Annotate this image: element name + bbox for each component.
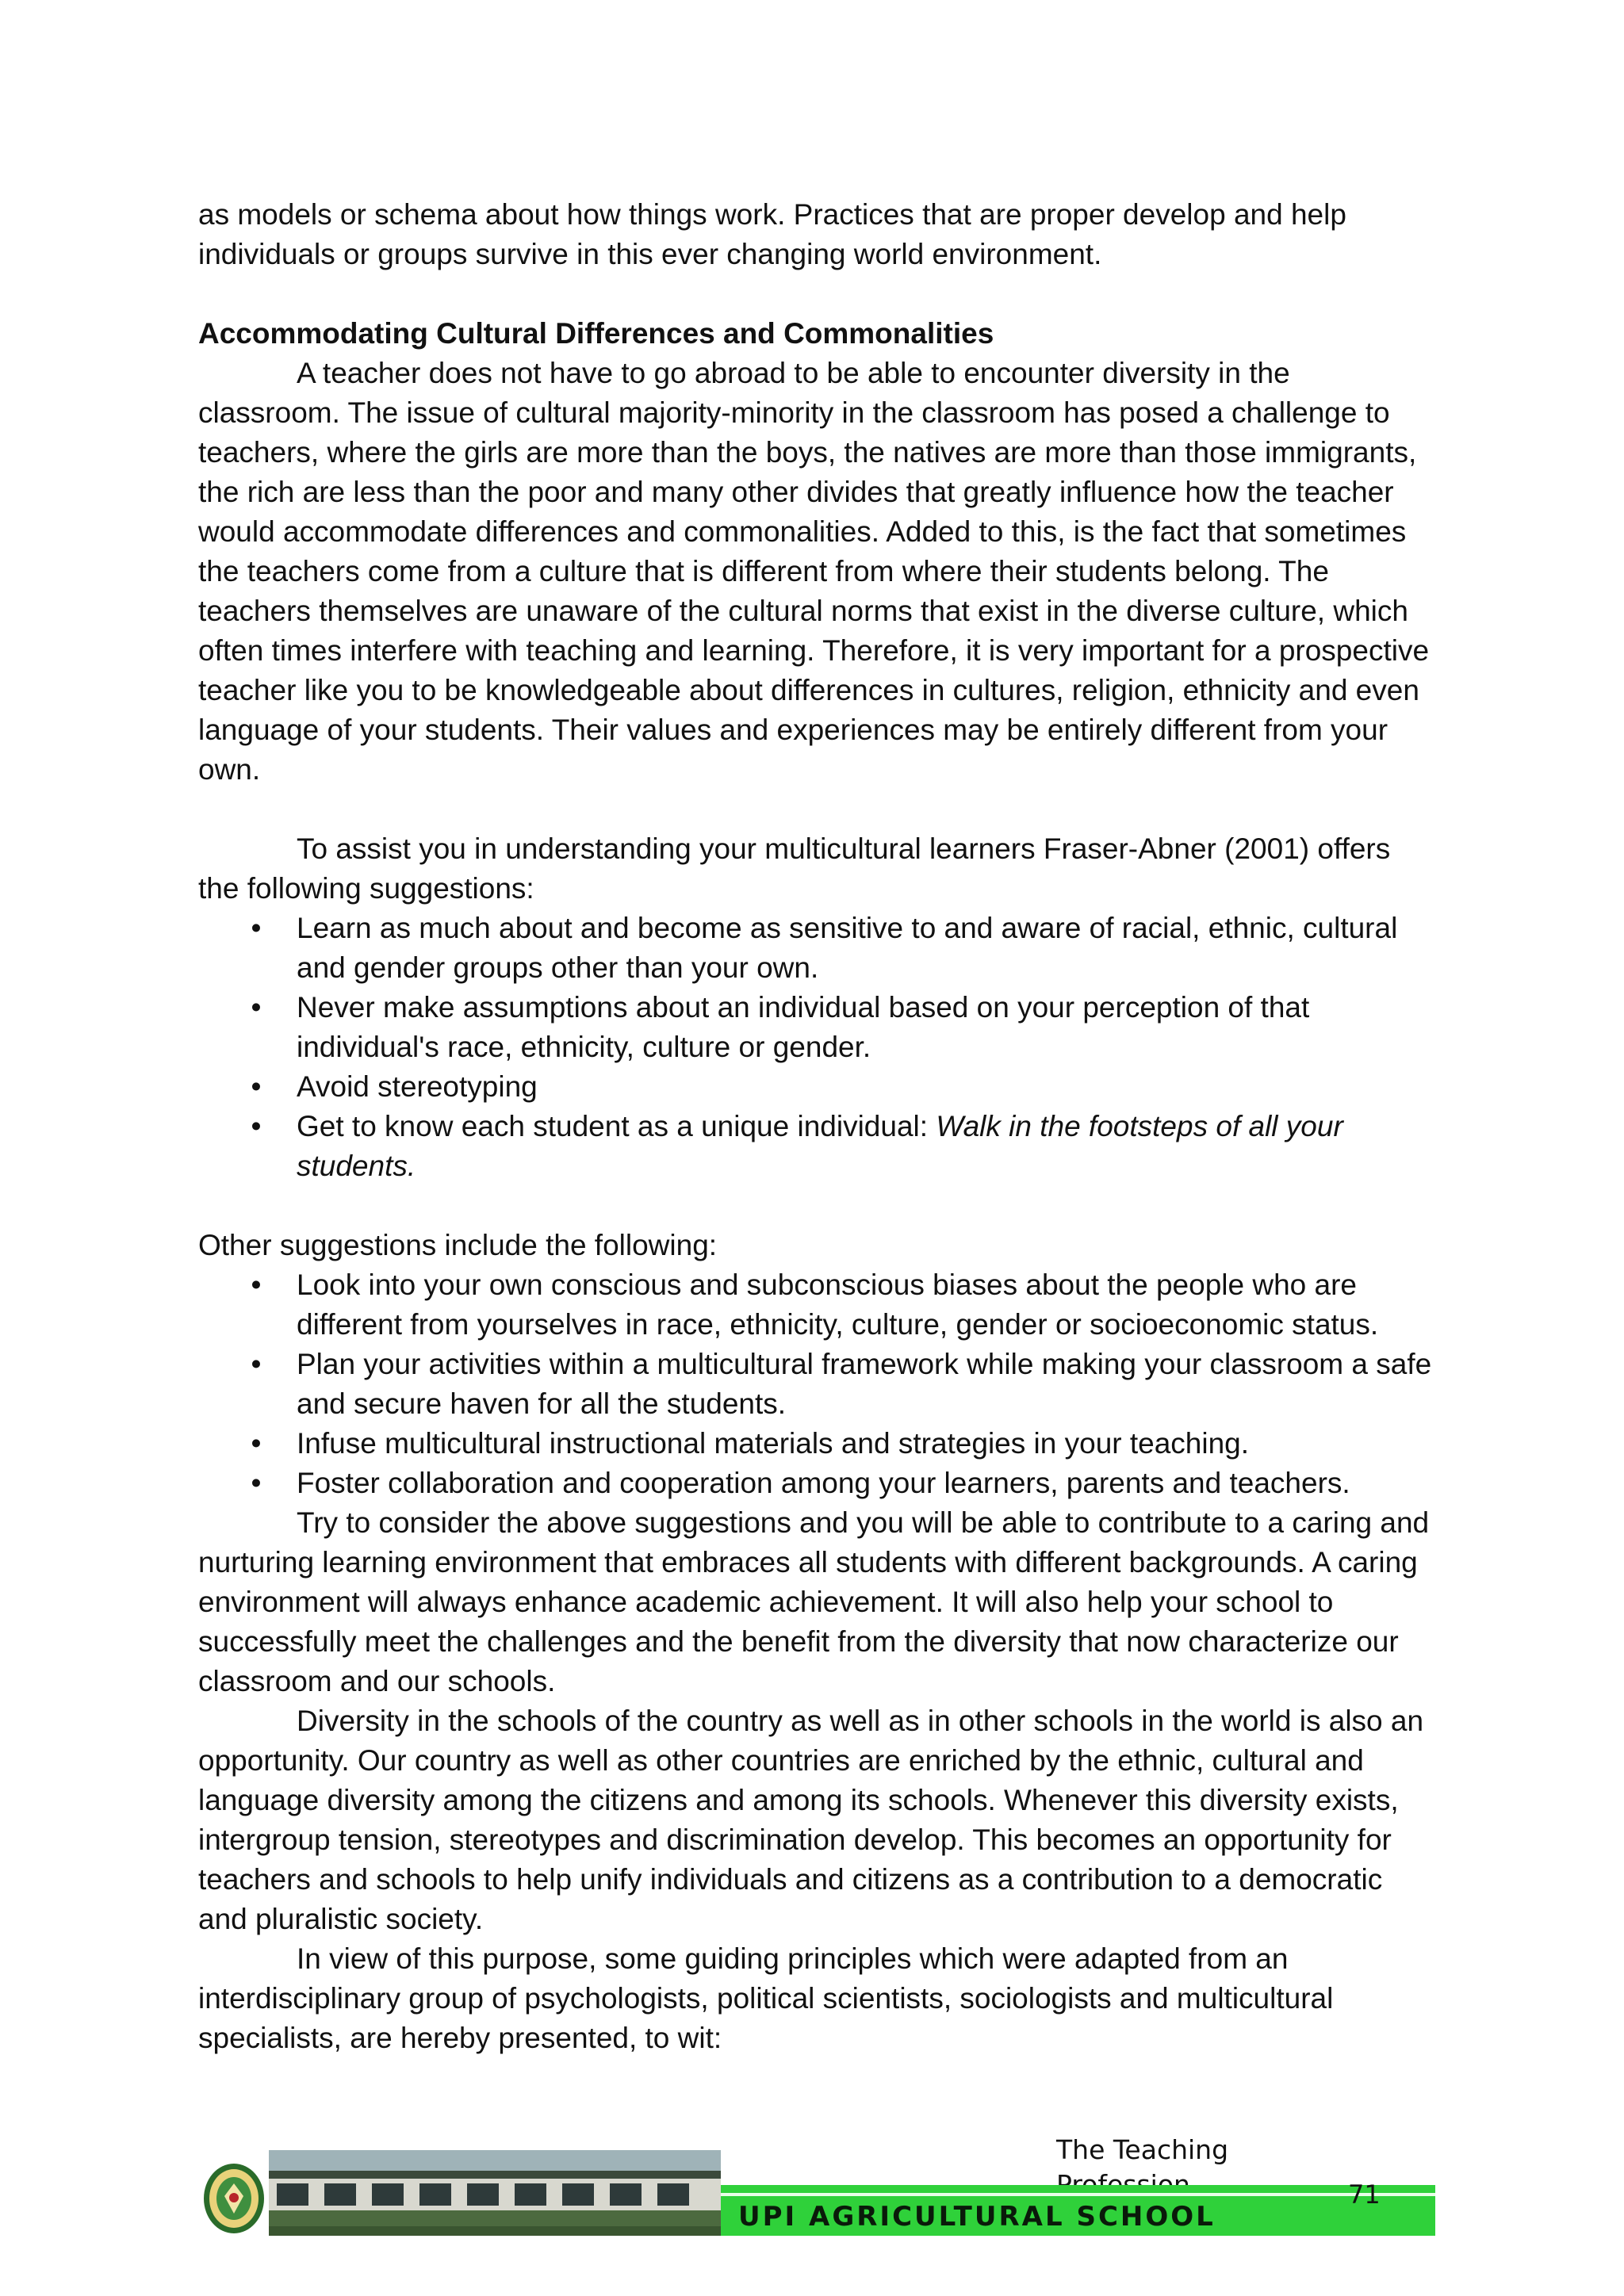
list-item: • Learn as much about and become as sensitive to and aware of racial, ethnic, cultural and gender groups other than your own. — [297, 909, 1435, 988]
paragraph-diversity: A teacher does not have to go abroad to be able to encounter diversity in the classroom. The issue of cultural majority-minority in the classroom has posed a challenge to teachers, where the girls are more than the boys, the natives are more than those immigrants, the rich are less than the poor and many other divides that greatly influence how the teacher would accommodate differences and commonalities. Added to this, is the fact that sometimes the teachers come from a culture that is different from where their students belong. The teachers themselves are unaware of the cultural norms that exist in the diverse culture, which often times interfere with teaching and learning. Therefore, it is very important for a prospective teacher like you to be knowledgeable about differences in cultures, religion, ethnicity and even language of your students. Their values and experiences may be entirely different from your own. — [198, 357, 1430, 786]
school-seal-icon — [202, 2161, 266, 2236]
emphasis-text: Walk in the footsteps of all your students. — [297, 1110, 1343, 1182]
suggestion-list-2 — [198, 1265, 1435, 1503]
footer-book-title: The Teaching — [1056, 2134, 1229, 2165]
footer-divider — [721, 2193, 1435, 2196]
list-item: • Foster collaboration and cooperation among your learners, parents and teachers. — [297, 1464, 1435, 1503]
other-suggestions-intro: Other suggestions include the following: — [198, 1229, 718, 1261]
list-item: • Infuse multicultural instructional materials and strategies in your teaching. — [297, 1424, 1435, 1464]
bullet-icon: • — [251, 1110, 262, 1142]
page-number: 71 — [1348, 2179, 1381, 2210]
bullet-icon: • — [251, 1269, 262, 1301]
list-item: • Avoid stereotyping — [297, 1067, 1435, 1107]
paragraph-intro: as models or schema about how things work. Practices that are proper develop and help individuals or groups survive in this ever changing world environment. — [198, 198, 1346, 270]
list-item: • Get to know each student as a unique individual: Walk in the footsteps of all your students. — [297, 1107, 1435, 1186]
section-heading: Accommodating Cultural Differences and Commonalities — [198, 317, 994, 350]
paragraph-assist: To assist you in understanding your multicultural learners Fraser-Abner (2001) offers the following suggestions: — [198, 832, 1391, 905]
bullet-icon: • — [251, 912, 262, 944]
bullet-icon: • — [251, 1070, 262, 1103]
bullet-icon: • — [251, 991, 262, 1024]
spacer — [198, 274, 1435, 314]
list-item: • Plan your activities within a multicultural framework while making your classroom a safe and secure haven for all the students. — [297, 1345, 1435, 1424]
bullet-icon: • — [251, 1427, 262, 1460]
bullet-icon: • — [251, 1348, 262, 1380]
list-item: • Never make assumptions about an individual based on your perception of that individual's race, ethnicity, culture or gender. — [297, 988, 1435, 1067]
paragraph-view: In view of this purpose, some guiding principles which were adapted from an interdisciplinary group of psychologists, political scientists, sociologists and multicultural specialists, are hereby presented, to wit: — [198, 1942, 1334, 2054]
paragraph-opportunity: Diversity in the schools of the country as well as in other schools in the world is also an opportunity. Our country as well as other countries are enriched by the ethnic, cultural and language diversity among the citizens and among its schools. Whenever this diversity exists, intergroup tension, stereotypes and discrimination develop. This becomes an opportunity for teachers and schools to help unify individuals and citizens as a contribution to a democratic and pluralistic society. — [198, 1705, 1424, 1935]
footer-banner — [202, 2150, 1435, 2236]
paragraph-try: Try to consider the above suggestions and you will be able to contribute to a caring and nurturing learning environment that embraces all students with different backgrounds. A caring environment will always enhance academic achievement. It will also help your school to successfully meet the challenges and the benefit from the diversity that now characterize our classroom and our schools. — [198, 1506, 1430, 1697]
school-name: UPI AGRICULTURAL SCHOOL — [738, 2201, 1216, 2233]
body-content — [198, 195, 1435, 2058]
list-item: • Look into your own conscious and subconscious biases about the people who are different from yourselves in race, ethnicity, culture, gender or socioeconomic status. — [297, 1265, 1435, 1345]
school-building-photo — [269, 2150, 721, 2236]
spacer — [198, 790, 1435, 829]
spacer — [198, 1186, 1435, 1226]
bullet-icon: • — [251, 1467, 262, 1499]
suggestion-list-1 — [198, 909, 1435, 1186]
